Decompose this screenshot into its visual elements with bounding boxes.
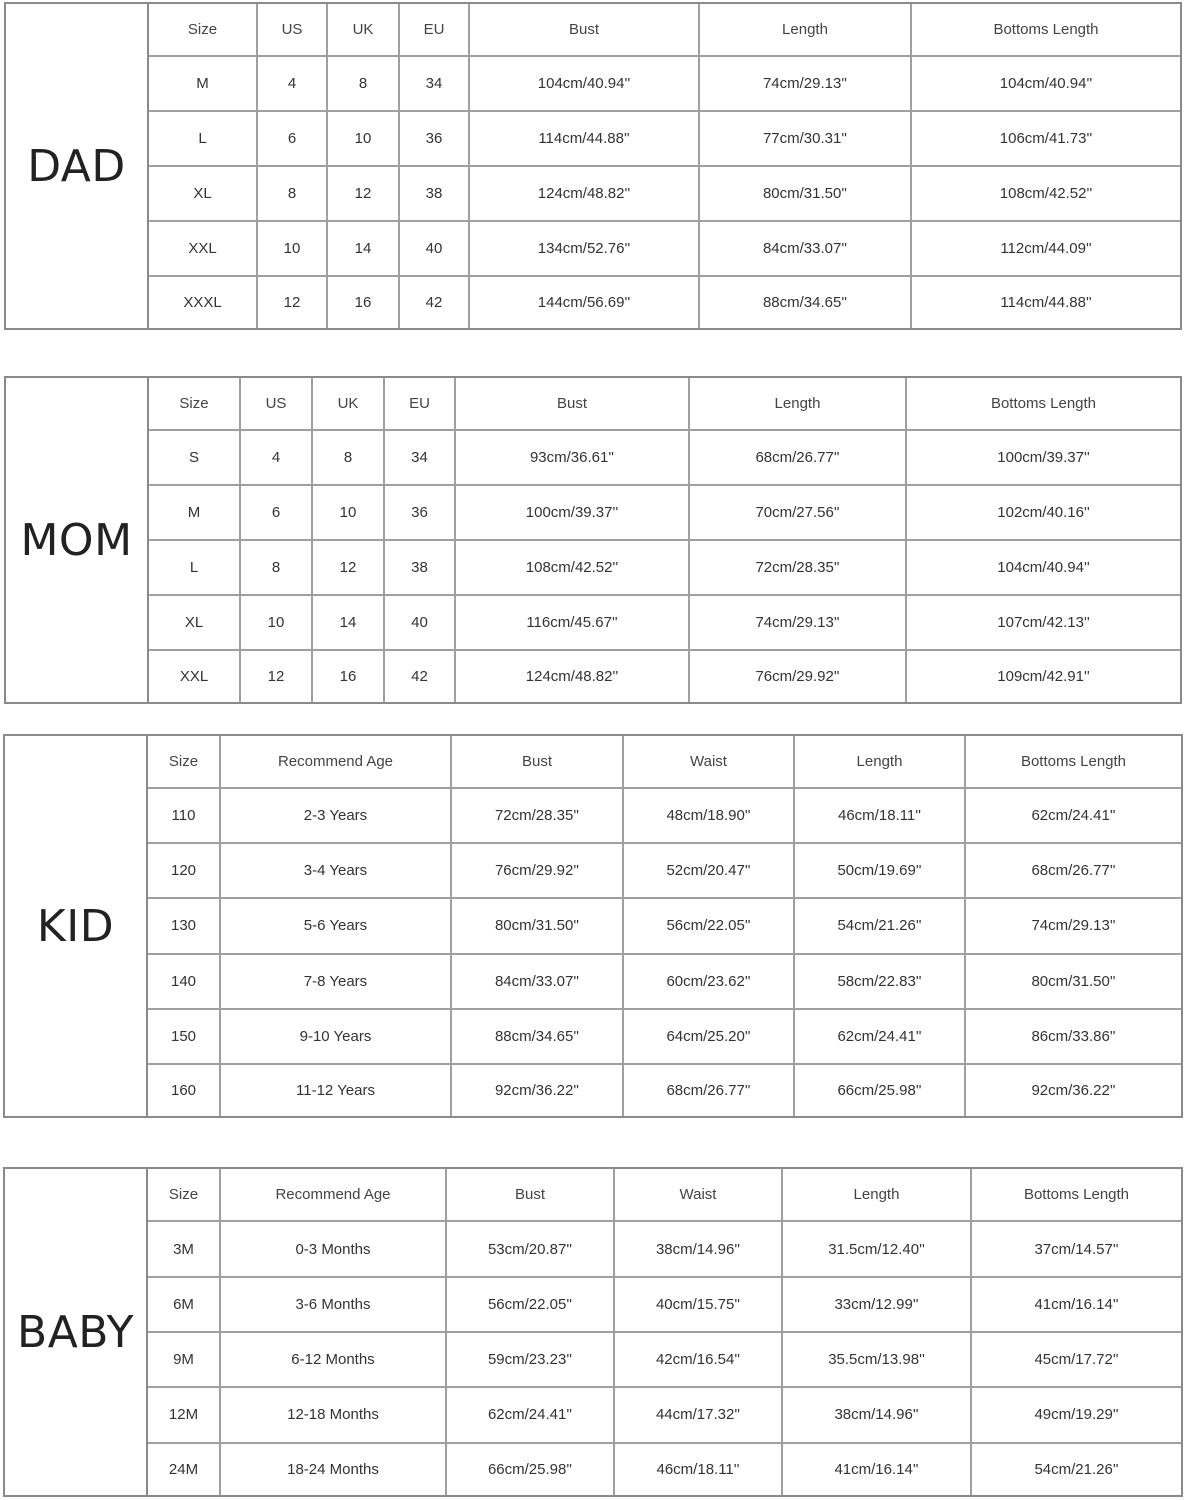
dad-table-cell: 36 [399,111,469,166]
dad-table-cell: 38 [399,166,469,221]
mom-table-cell: 109cm/42.91'' [906,650,1180,702]
baby-table-row [148,1332,1181,1387]
baby-table-cell: 41cm/16.14'' [782,1443,971,1495]
mom-table-cell: 76cm/29.92'' [689,650,906,702]
mom-table-cell: 14 [312,595,384,650]
mom-column-header: US [240,378,312,430]
mom-column-header: UK [312,378,384,430]
kid-column-header: Size [148,736,220,788]
mom-table-cell: S [149,430,240,485]
mom-column-header: Length [689,378,906,430]
kid-table-cell: 150 [148,1009,220,1064]
kid-table-cell: 72cm/28.35'' [451,788,623,843]
dad-table-cell: 34 [399,56,469,111]
dad-column-header: UK [327,4,399,56]
mom-table-cell: 68cm/26.77'' [689,430,906,485]
mom-size-chart [4,376,1182,704]
kid-table-cell: 7-8 Years [220,954,451,1009]
mom-table-cell: 12 [312,540,384,595]
mom-column-header: Bottoms Length [906,378,1180,430]
kid-table-cell: 76cm/29.92'' [451,843,623,898]
mom-table-cell: 72cm/28.35'' [689,540,906,595]
baby-table-cell: 6-12 Months [220,1332,446,1387]
dad-column-header: Bust [469,4,699,56]
dad-table-cell: 114cm/44.88'' [911,276,1180,328]
dad-table-cell: 14 [327,221,399,276]
dad-table-cell: 106cm/41.73'' [911,111,1180,166]
baby-table-cell: 56cm/22.05'' [446,1277,614,1332]
baby-table-cell: 40cm/15.75'' [614,1277,782,1332]
kid-table-cell: 74cm/29.13'' [965,898,1181,953]
mom-table-cell: 107cm/42.13'' [906,595,1180,650]
baby-size-chart [3,1167,1183,1497]
kid-column-header: Recommend Age [220,736,451,788]
dad-table-cell: 12 [257,276,327,328]
dad-table-cell: 12 [327,166,399,221]
kid-table-cell: 120 [148,843,220,898]
baby-table-row [148,1443,1181,1495]
dad-table-cell: M [149,56,257,111]
baby-table-cell: 35.5cm/13.98'' [782,1332,971,1387]
kid-column-header: Waist [623,736,794,788]
kid-table-cell: 64cm/25.20'' [623,1009,794,1064]
kid-table-cell: 62cm/24.41'' [794,1009,965,1064]
mom-table-cell: 8 [312,430,384,485]
dad-column-header: US [257,4,327,56]
dad-table-cell: XXXL [149,276,257,328]
dad-table-cell: 8 [327,56,399,111]
mom-column-header: EU [384,378,455,430]
mom-table-cell: 93cm/36.61'' [455,430,689,485]
baby-table-cell: 53cm/20.87'' [446,1221,614,1276]
baby-table-cell: 37cm/14.57'' [971,1221,1181,1276]
baby-table-cell: 0-3 Months [220,1221,446,1276]
dad-table-row [149,56,1180,111]
mom-table-cell: 4 [240,430,312,485]
dad-table-cell: L [149,111,257,166]
mom-table-row [149,540,1180,595]
kid-table-cell: 66cm/25.98'' [794,1064,965,1116]
dad-table-cell: 88cm/34.65'' [699,276,911,328]
mom-table-cell: 108cm/42.52'' [455,540,689,595]
baby-table-cell: 54cm/21.26'' [971,1443,1181,1495]
mom-table-row [149,595,1180,650]
mom-table-cell: 124cm/48.82'' [455,650,689,702]
kid-table-cell: 56cm/22.05'' [623,898,794,953]
kid-table-cell: 86cm/33.86'' [965,1009,1181,1064]
kid-table-row [148,843,1181,898]
dad-table-cell: 16 [327,276,399,328]
baby-table-cell: 12-18 Months [220,1387,446,1442]
dad-table-cell: 77cm/30.31'' [699,111,911,166]
dad-column-header: Size [149,4,257,56]
dad-table-row [149,166,1180,221]
baby-table-cell: 3M [148,1221,220,1276]
mom-table-cell: 6 [240,485,312,540]
mom-table-cell: 74cm/29.13'' [689,595,906,650]
mom-table-cell: XXL [149,650,240,702]
mom-table-cell: 102cm/40.16'' [906,485,1180,540]
kid-table-cell: 92cm/36.22'' [965,1064,1181,1116]
baby-table-row [148,1221,1181,1276]
baby-table-row [148,1277,1181,1332]
baby-column-header: Recommend Age [220,1169,446,1221]
mom-table-cell: 116cm/45.67'' [455,595,689,650]
mom-table-row [149,430,1180,485]
baby-table-cell: 12M [148,1387,220,1442]
kid-table-cell: 58cm/22.83'' [794,954,965,1009]
dad-table [149,4,1180,328]
mom-column-header: Bust [455,378,689,430]
baby-table-cell: 38cm/14.96'' [782,1387,971,1442]
dad-column-header: Bottoms Length [911,4,1180,56]
mom-table-cell: 10 [240,595,312,650]
mom-header-row [149,378,1180,430]
kid-table-cell: 62cm/24.41'' [965,788,1181,843]
dad-table-cell: 8 [257,166,327,221]
kid-table-cell: 9-10 Years [220,1009,451,1064]
kid-table-cell: 46cm/18.11'' [794,788,965,843]
dad-table-cell: 10 [257,221,327,276]
baby-table-cell: 66cm/25.98'' [446,1443,614,1495]
baby-table-cell: 6M [148,1277,220,1332]
dad-table-cell: 104cm/40.94'' [469,56,699,111]
dad-table-cell: 108cm/42.52'' [911,166,1180,221]
baby-table-cell: 46cm/18.11'' [614,1443,782,1495]
dad-table-cell: 114cm/44.88'' [469,111,699,166]
baby-column-header: Bottoms Length [971,1169,1181,1221]
kid-table [148,736,1181,1116]
baby-column-header: Bust [446,1169,614,1221]
kid-table-cell: 68cm/26.77'' [965,843,1181,898]
kid-table-cell: 3-4 Years [220,843,451,898]
dad-table-cell: 80cm/31.50'' [699,166,911,221]
mom-label: MOM [6,378,149,702]
mom-table-cell: L [149,540,240,595]
kid-table-row [148,788,1181,843]
kid-table-cell: 52cm/20.47'' [623,843,794,898]
kid-table-cell: 54cm/21.26'' [794,898,965,953]
mom-table-cell: 38 [384,540,455,595]
dad-column-header: Length [699,4,911,56]
dad-table-cell: 104cm/40.94'' [911,56,1180,111]
dad-table-cell: XL [149,166,257,221]
kid-table-cell: 84cm/33.07'' [451,954,623,1009]
dad-table-cell: 4 [257,56,327,111]
baby-table-cell: 41cm/16.14'' [971,1277,1181,1332]
mom-table-cell: M [149,485,240,540]
kid-table-cell: 110 [148,788,220,843]
kid-table-cell: 80cm/31.50'' [965,954,1181,1009]
kid-table-cell: 130 [148,898,220,953]
kid-table-cell: 92cm/36.22'' [451,1064,623,1116]
kid-table-cell: 140 [148,954,220,1009]
mom-column-header: Size [149,378,240,430]
mom-table-cell: 36 [384,485,455,540]
dad-table-cell: 84cm/33.07'' [699,221,911,276]
kid-table-row [148,1064,1181,1116]
dad-table-cell: 42 [399,276,469,328]
kid-column-header: Length [794,736,965,788]
dad-table-row [149,111,1180,166]
mom-table-cell: 104cm/40.94'' [906,540,1180,595]
mom-table-cell: 42 [384,650,455,702]
mom-table-row [149,650,1180,702]
baby-column-header: Waist [614,1169,782,1221]
dad-table-cell: 134cm/52.76'' [469,221,699,276]
kid-table-cell: 80cm/31.50'' [451,898,623,953]
dad-table-row [149,276,1180,328]
baby-table [148,1169,1181,1495]
kid-column-header: Bust [451,736,623,788]
mom-table-row [149,485,1180,540]
kid-table-cell: 60cm/23.62'' [623,954,794,1009]
mom-table-cell: 40 [384,595,455,650]
baby-table-cell: 44cm/17.32'' [614,1387,782,1442]
mom-table [149,378,1180,702]
baby-table-cell: 38cm/14.96'' [614,1221,782,1276]
baby-table-cell: 33cm/12.99'' [782,1277,971,1332]
baby-header-row [148,1169,1181,1221]
dad-table-row [149,221,1180,276]
kid-table-row [148,898,1181,953]
dad-table-cell: 10 [327,111,399,166]
baby-table-cell: 9M [148,1332,220,1387]
baby-table-cell: 42cm/16.54'' [614,1332,782,1387]
mom-table-cell: 34 [384,430,455,485]
dad-table-cell: 40 [399,221,469,276]
mom-table-cell: 12 [240,650,312,702]
kid-table-cell: 11-12 Years [220,1064,451,1116]
kid-header-row [148,736,1181,788]
mom-table-cell: 70cm/27.56'' [689,485,906,540]
kid-column-header: Bottoms Length [965,736,1181,788]
kid-table-cell: 2-3 Years [220,788,451,843]
mom-table-cell: 100cm/39.37'' [906,430,1180,485]
dad-table-cell: 144cm/56.69'' [469,276,699,328]
baby-column-header: Size [148,1169,220,1221]
baby-table-cell: 18-24 Months [220,1443,446,1495]
dad-table-cell: 112cm/44.09'' [911,221,1180,276]
baby-table-cell: 49cm/19.29'' [971,1387,1181,1442]
dad-table-cell: 6 [257,111,327,166]
baby-table-row [148,1387,1181,1442]
kid-table-cell: 160 [148,1064,220,1116]
dad-header-row [149,4,1180,56]
dad-table-cell: 124cm/48.82'' [469,166,699,221]
baby-table-cell: 45cm/17.72'' [971,1332,1181,1387]
kid-size-chart [3,734,1183,1118]
baby-label: BABY [5,1169,148,1495]
kid-table-cell: 88cm/34.65'' [451,1009,623,1064]
baby-table-cell: 62cm/24.41'' [446,1387,614,1442]
kid-table-cell: 5-6 Years [220,898,451,953]
kid-table-row [148,1009,1181,1064]
baby-table-cell: 59cm/23.23'' [446,1332,614,1387]
baby-table-cell: 24M [148,1443,220,1495]
kid-label: KID [5,736,148,1116]
baby-table-cell: 31.5cm/12.40'' [782,1221,971,1276]
kid-table-row [148,954,1181,1009]
dad-column-header: EU [399,4,469,56]
baby-column-header: Length [782,1169,971,1221]
kid-table-cell: 48cm/18.90'' [623,788,794,843]
dad-size-chart [4,2,1182,330]
kid-table-cell: 50cm/19.69'' [794,843,965,898]
dad-table-cell: 74cm/29.13'' [699,56,911,111]
mom-table-cell: 10 [312,485,384,540]
mom-table-cell: 16 [312,650,384,702]
dad-table-cell: XXL [149,221,257,276]
dad-label: DAD [6,4,149,328]
mom-table-cell: XL [149,595,240,650]
baby-table-cell: 3-6 Months [220,1277,446,1332]
kid-table-cell: 68cm/26.77'' [623,1064,794,1116]
mom-table-cell: 100cm/39.37'' [455,485,689,540]
mom-table-cell: 8 [240,540,312,595]
